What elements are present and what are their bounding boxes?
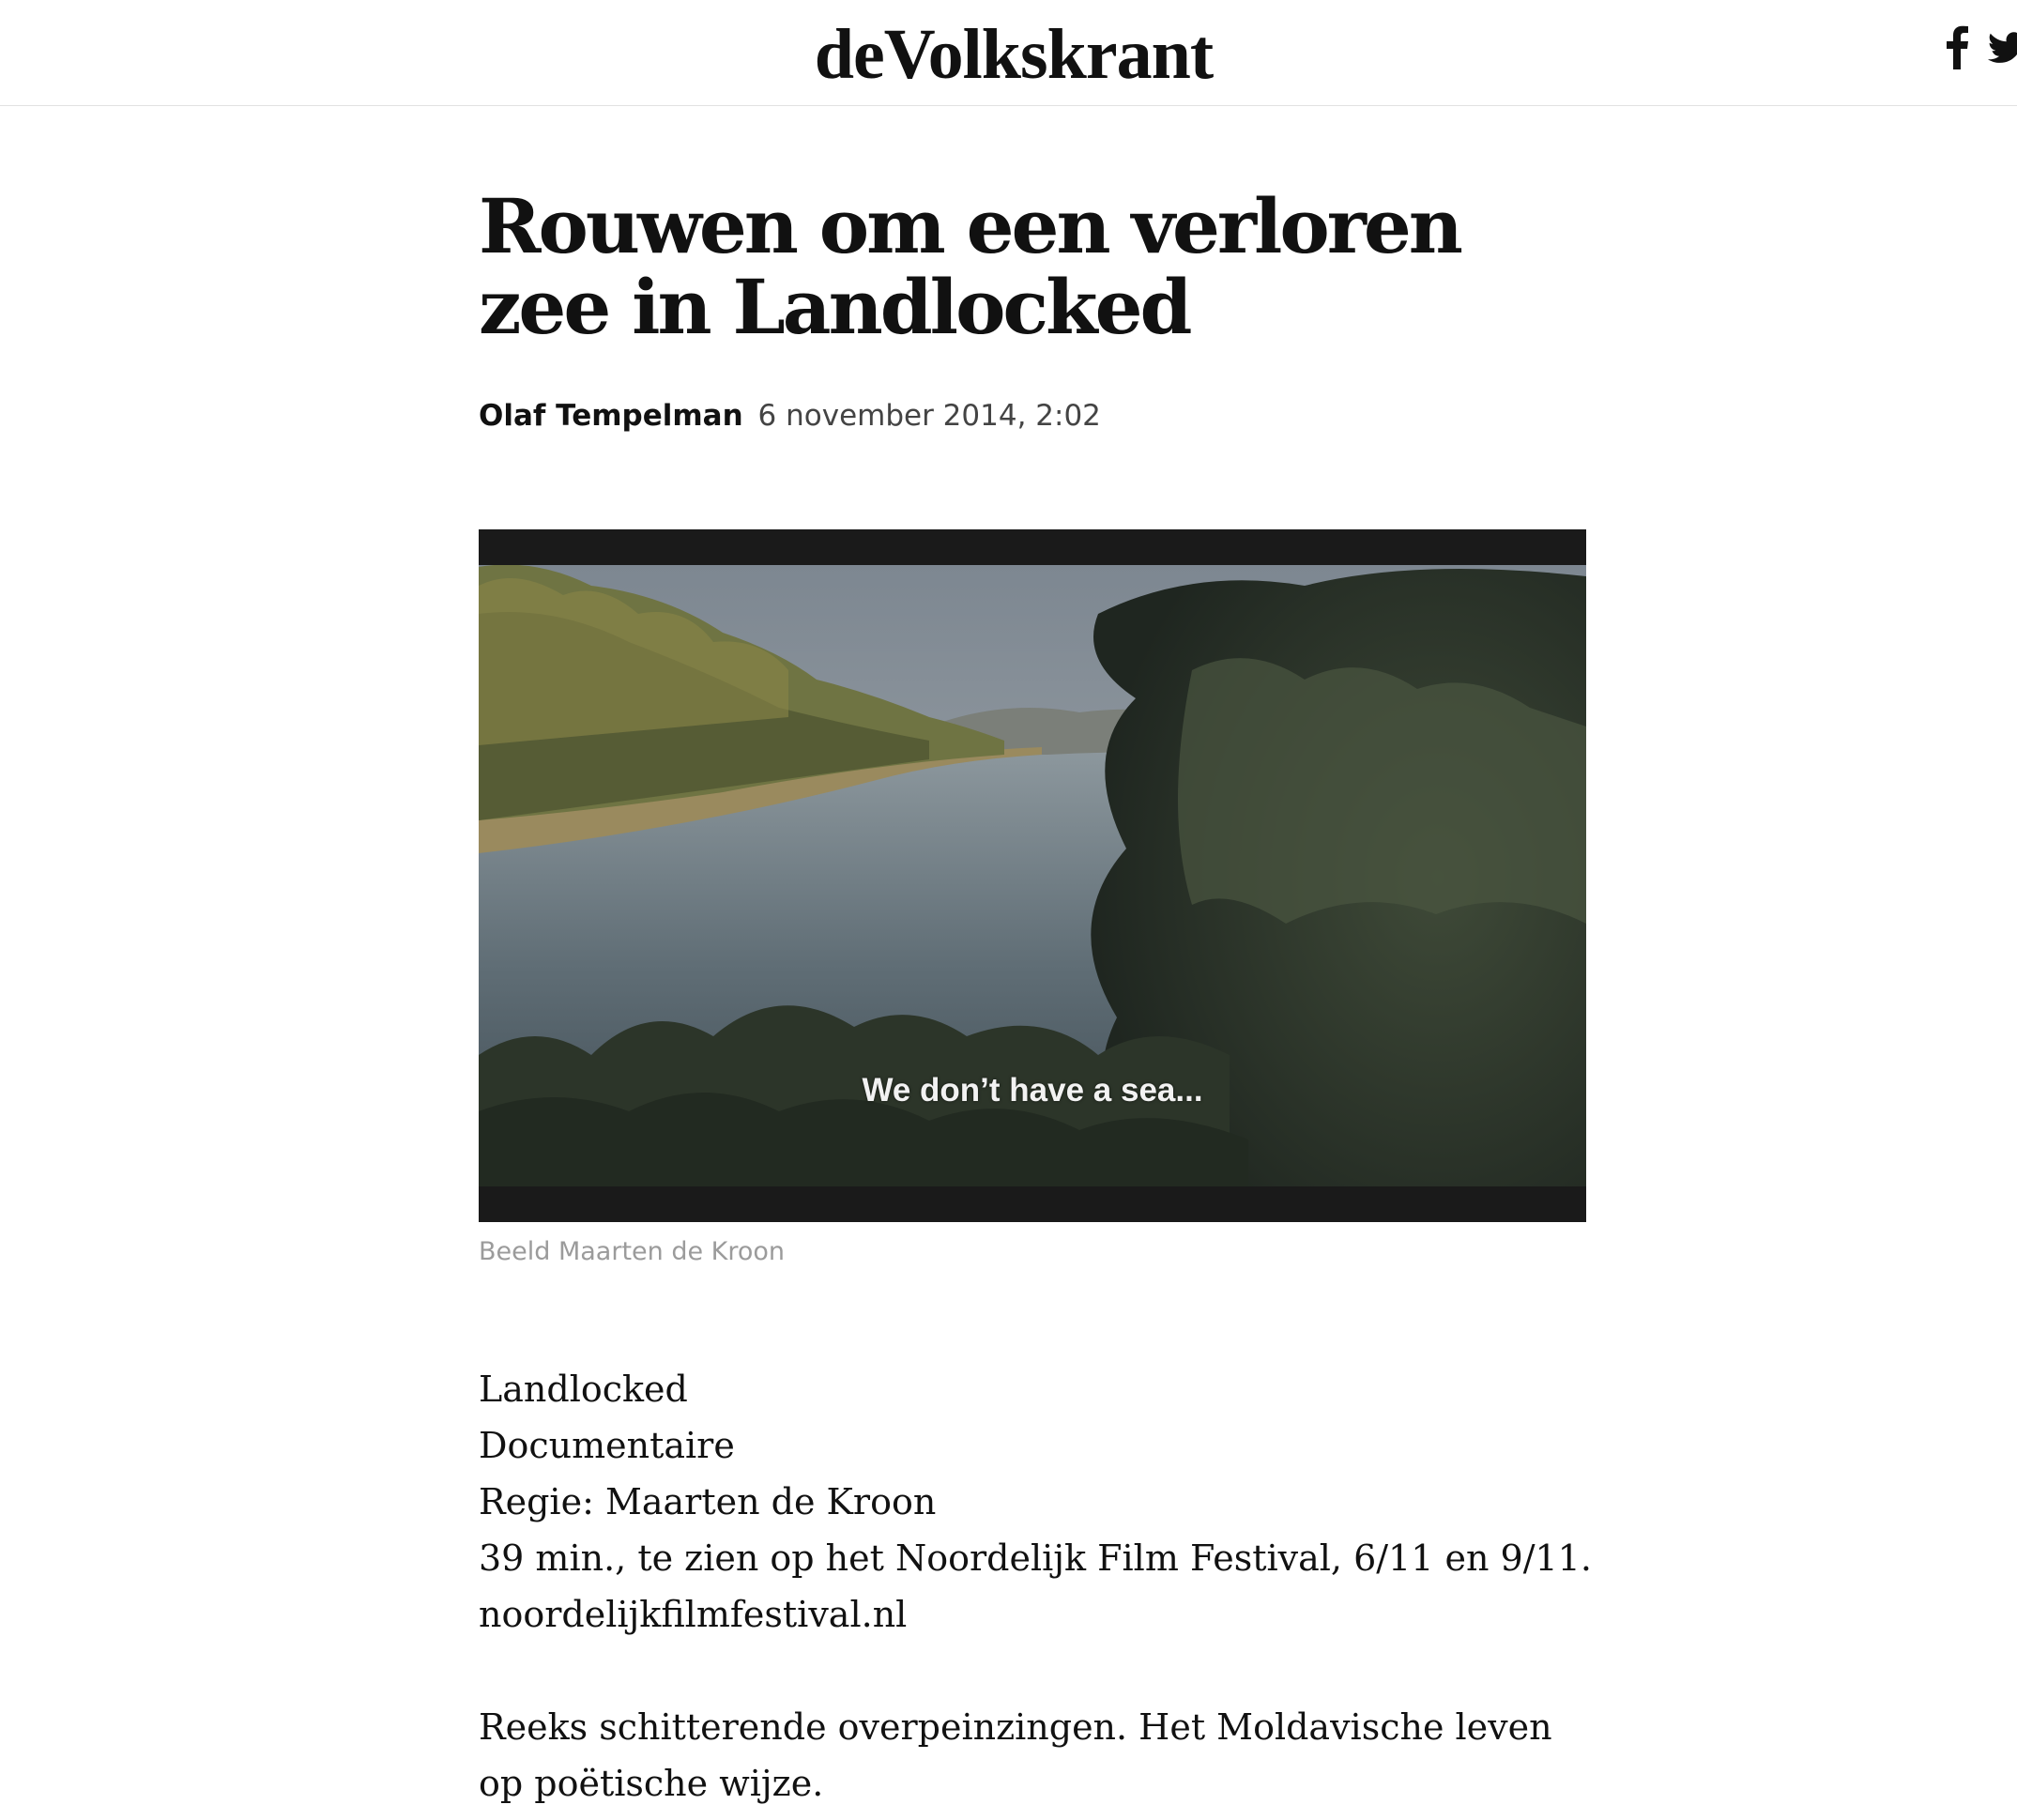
facebook-icon[interactable] [1945, 24, 1969, 69]
film-still [479, 529, 1586, 1222]
fact-website-link[interactable]: noordelijkfilmfestival.nl [479, 1594, 908, 1635]
social-share-bar [1945, 24, 2017, 69]
fact-genre: Documentaire [479, 1425, 735, 1466]
fact-director: Regie: Maarten de Kroon [479, 1481, 937, 1522]
video-subtitle: We don’t have a sea... [862, 1072, 1203, 1109]
fact-title: Landlocked [479, 1369, 688, 1410]
byline [479, 399, 1101, 433]
fact-screening: 39 min., te zien op het Noordelijk Film Festival, 6/11 en 9/11. [479, 1537, 1592, 1579]
article-paragraph: Reeks schitterende overpeinzingen. Het Moldavische leven op poëtische wijze. [479, 1706, 1552, 1804]
author-link[interactable]: Olaf Tempelman [479, 399, 743, 433]
image-caption: Beeld Maarten de Kroon [479, 1237, 786, 1266]
site-logo[interactable]: deVolkskrant [814, 15, 1214, 94]
publish-date: 6 november 2014, 2:02 [757, 399, 1101, 433]
site-header [0, 0, 2017, 106]
article-image[interactable] [479, 529, 1586, 1222]
article-title: Rouwen om een verloren zee in Landlocked [479, 182, 1460, 351]
film-facts [479, 1361, 1605, 1643]
twitter-icon[interactable] [1988, 24, 2017, 69]
